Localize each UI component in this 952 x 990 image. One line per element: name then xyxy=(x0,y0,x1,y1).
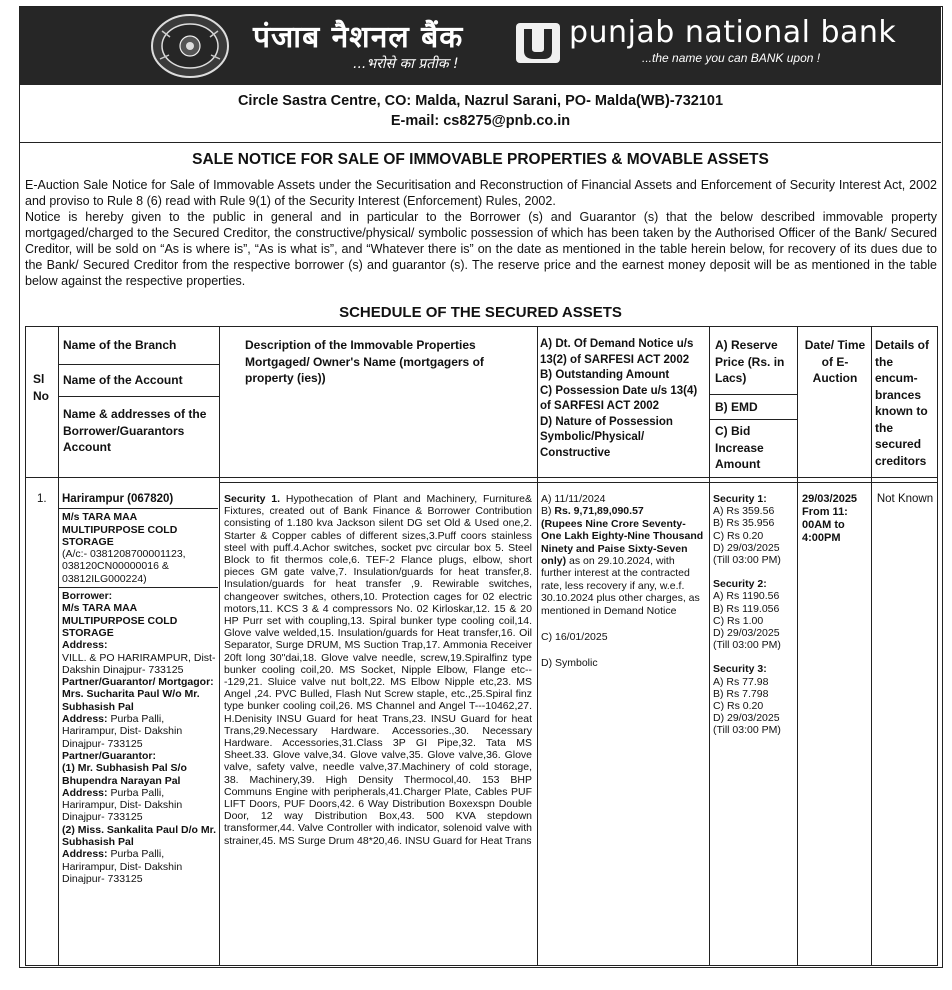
security-label: Security 1. xyxy=(224,493,281,505)
description-text: Hypothecation of Plant and Machinery, Furniture& Fixtures, created out of Bank Finance & Borrower Contribution consisting of 1.180 kva Jackson silent DG set Old & Used one,2. Starter & Copper cables of different sizes,3.Puff coors stainless steel with puff.4.Achor switches, socket pvc circular box 5. Steel Block to fit thermos cole,6. TEF-2 Flance plugs, elbow, short pieces GM gate valve,7. Insulation/guards for heat transfer,8. Insulation/guards for heat transfer ,9. Rewirable switches, changeover switches, others,10. Protection cages for 02 electric motors,11. KCS 3 & 4 compressors No. 02 Kirloskar,12. 15 & 20 HP Purr set with coupling,13. Spiral bunker type cooling coil,14. Glove valve welded,15. Insulation/guards for Heat transfer,16. Oil Separator, Surge DRUM, MS Suction Trap,17. Ammonia Receiver 20ft long 30"dai,18. Glove valve needle, screw,19.Spiralfinz type bunker cooling coil,20. MS Socket, Nipple Elbow, Flange etc---129,21. Sluice valve nut bolt,22. MS Elbow Nipple etc,23. MS Angel ,24. PVC Bulled, Flash Nut Screw staple, etc.,25.Spiral finz type bunker cooling coil,26. MS Channel and Angel T---10462,27. H.Denisity INSU Guard for heat Trans,23. INSU Guard for heat Trans,29.Necessary Hardware. Accessories.,30. Necessary Hardware. Accessories,31.Class 3P GI Pipe,32. Tata MS Sheet.33. Glove valve,34. Glove valve,35. Glove valve,36. Glove valve, safety valve, needle valve,37.Machinery of cold storage, 38. Machinery,39. High Density Thermocol,40. 153 BHP Communs Engine with peripherals,41.Charger Plate, Cables PUF LIFT Doors, PUF Doors,42. 6 Way Distribution Boxexspn Double Door, 12 way Distribution Box,43. 500 KVA stepdown transformer,44. Valve Controller with indicator, solenoid valve with strainer,45. MS Surge Drum 48*20,46. INSU Guard for Heat Trans xyxy=(224,493,532,847)
row-account-numbers: (A/c:- 0381208700001123, 038120CN00000016 & 03812ILG000224) xyxy=(58,548,218,588)
guarantor2-name: (1) Mr. Subhasish Pal S/o Bhupendra Narayan Pal xyxy=(62,762,187,787)
encumbrance-details: Not Known xyxy=(876,493,934,505)
row-branch: Harirampur (067820) xyxy=(58,493,218,509)
guarantor1-address-label: Address: xyxy=(62,713,108,726)
security-1-emd: B) Rs 35.956 xyxy=(713,517,775,530)
bank-name-hindi: पंजाब नैशनल बैंक xyxy=(253,20,464,55)
row-sl-no: 1. xyxy=(37,493,47,505)
header-auction: Date/ Time of E-Auction xyxy=(804,338,866,385)
guarantor3-name: (2) Miss. Sankalita Paul D/o Mr. Subhasish Pal xyxy=(62,823,217,849)
security-1-time: (Till 03:00 PM) xyxy=(713,554,781,567)
header-encumbrance: Details of the encum-brances known to the secured creditors xyxy=(875,338,930,468)
property-description xyxy=(224,493,532,847)
header-demand-notice xyxy=(540,337,708,461)
security-1-label: Security 1: xyxy=(713,493,767,505)
notice-title: SALE NOTICE FOR SALE OF IMMOVABLE PROPERTIES & MOVABLE ASSETS xyxy=(192,151,769,168)
outstanding-note: as on 29.10.2024, with further interest at the contracted rate, less recovery if any, w.e.f. 30.10.2024 plus other charges, as mentioned in Demand Notice xyxy=(541,555,700,617)
bank-banner xyxy=(20,7,941,85)
circle-address: Circle Sastra Centre, CO: Malda, Nazrul Sarani, PO- Malda(WB)-732101 xyxy=(237,93,724,109)
auction-details xyxy=(802,493,868,545)
borrower-address: VILL. & PO HARIRAMPUR, Dist- Dakshin Dinajpur- 733125 xyxy=(62,651,216,676)
borrower-address-label: Address: xyxy=(62,639,108,652)
security-3-bid: C) Rs 0.20 xyxy=(713,700,764,713)
borrower-column xyxy=(62,493,218,885)
notice-frame xyxy=(19,6,943,968)
header-demand-a: A) Dt. Of Demand Notice u/s 13(2) of SARFESI ACT 2002 xyxy=(540,338,694,366)
bank-tagline-english: ...the name you can BANK upon ! xyxy=(642,51,821,65)
header-reserve-b: B) EMD xyxy=(715,400,758,414)
schedule-title: SCHEDULE OF THE SECURED ASSETS xyxy=(339,304,622,321)
pnb-logo-icon xyxy=(514,21,562,65)
intro-paragraph-1: E-Auction Sale Notice for Sale of Immovable Assets under the Securitisation and Reconstruction of Financial Assets and Enforcement of Security Interest Act, 2002 and proviso to Rule 8 (6) read with Rule 9(1) of the Security Interest (Enforcement) Rules, 2002. xyxy=(25,178,937,208)
row-account-name: M/s TARA MAA MULTIPURPOSE COLD STORAGE xyxy=(62,511,178,548)
security-3-date: D) 29/03/2025 xyxy=(713,712,780,725)
parivartan-emblem-icon xyxy=(140,11,240,81)
borrower-label: Borrower: xyxy=(62,590,113,603)
outstanding-words: (Rupees Nine Crore Seventy-One Lakh Eighty-Nine Thousand Ninety and Paise Sixty-Seven only) xyxy=(541,517,704,568)
security-1 xyxy=(713,493,795,566)
security-1-bid: C) Rs 0.20 xyxy=(713,529,764,542)
security-3-emd: B) Rs 7.798 xyxy=(713,687,769,700)
guarantor2-label: Partner/Guarantor: xyxy=(62,749,156,762)
security-2-label: Security 2: xyxy=(713,578,767,591)
header-account: Name of the Account xyxy=(63,373,183,387)
possession-date: C) 16/01/2025 xyxy=(541,631,608,644)
guarantor3-address-label: Address: xyxy=(62,848,108,861)
header-demand-c: C) Possession Date u/s 13(4) of SARFESI ACT 2002 xyxy=(540,384,698,412)
borrower-name: M/s TARA MAA MULTIPURPOSE COLD STORAGE xyxy=(62,602,178,639)
outstanding-prefix: B) xyxy=(541,505,552,518)
header-sl-no: Sl No xyxy=(33,372,49,403)
security-3 xyxy=(713,663,795,736)
security-2-emd: B) Rs 119.056 xyxy=(713,602,780,615)
guarantor2-address-label: Address: xyxy=(62,786,108,799)
circle-address-block xyxy=(20,85,941,143)
bank-name-english: punjab national bank xyxy=(569,15,897,50)
guarantor1-address: Purba Palli, Harirampur, Dist- Dakshin Dinajpur- 733125 xyxy=(62,713,183,750)
bank-tagline-hindi: ...भरोसे का प्रतीक ! xyxy=(353,56,459,72)
header-reserve-a: A) Reserve Price (Rs. in Lacs) xyxy=(715,338,785,385)
reserve-price-column xyxy=(713,493,795,737)
auction-date: 29/03/2025 xyxy=(802,493,858,505)
possession-nature: D) Symbolic xyxy=(541,657,598,670)
circle-email: E-mail: cs8275@pnb.co.in xyxy=(390,113,571,129)
security-2-time: (Till 03:00 PM) xyxy=(713,639,781,652)
guarantor-label: Partner/Guarantor/ Mortgagor: xyxy=(62,676,214,689)
header-demand-d: D) Nature of Possession Symbolic/Physical/ Constructive xyxy=(540,415,673,459)
security-1-date: D) 29/03/2025 xyxy=(713,541,780,554)
schedule-table xyxy=(25,326,938,966)
header-reserve-c: C) Bid Increase Amount xyxy=(715,424,764,471)
auction-time: From 11: 00AM to 4:00PM xyxy=(802,506,848,544)
security-1-reserve: A) Rs 359.56 xyxy=(713,505,775,518)
demand-notice-details xyxy=(541,493,705,670)
demand-date: A) 11/11/2024 xyxy=(541,493,606,505)
intro-paragraph-2: Notice is hereby given to the public in general and in particular to the Borrower (s) and Guarantor (s) that the below described immovable property mortgaged/charged to the Secured Creditor, the constructive/physical/ symbolic possession of which has been taken by the Authorised Officer of the Bank/ Secured Creditor, will be sold on “As is where is”, “As is what is”, and “Whatever there is” on the date as mentioned in the table herein below, for recovery of its dues due to the Bank/ Secured Creditor from the respective borrower (s) and guarantor (s). The reserve price and the earnest money deposit will be as mentioned in the table below against the respective properties. xyxy=(25,210,937,288)
header-description: Description of the Immovable Properties Mortgaged/ Owner's Name (mortgagers of property (ies)) xyxy=(245,338,484,385)
notice-intro xyxy=(25,177,937,289)
security-3-time: (Till 03:00 PM) xyxy=(713,724,781,737)
security-2-bid: C) Rs 1.00 xyxy=(713,614,764,627)
header-borrower: Name & addresses of the Borrower/Guarantors Account xyxy=(63,407,207,454)
header-demand-b: B) Outstanding Amount xyxy=(540,369,670,381)
guarantor1-name: Mrs. Sucharita Paul W/o Mr. Subhasish Pal xyxy=(62,688,200,713)
guarantor2-address: Purba Palli, Harirampur, Dist- Dakshin Dinajpur- 733125 xyxy=(62,786,183,824)
guarantor3-address: Purba Palli, Harirampur, Dist- Dakshin Dinajpur- 733125 xyxy=(62,848,183,885)
security-3-label: Security 3: xyxy=(713,663,767,676)
security-2 xyxy=(713,578,795,651)
outstanding-amount: Rs. 9,71,89,090.57 xyxy=(554,505,644,518)
security-2-reserve: A) Rs 1190.56 xyxy=(713,590,780,603)
header-branch: Name of the Branch xyxy=(63,338,177,352)
security-2-date: D) 29/03/2025 xyxy=(713,627,780,640)
security-3-reserve: A) Rs 77.98 xyxy=(713,675,769,688)
